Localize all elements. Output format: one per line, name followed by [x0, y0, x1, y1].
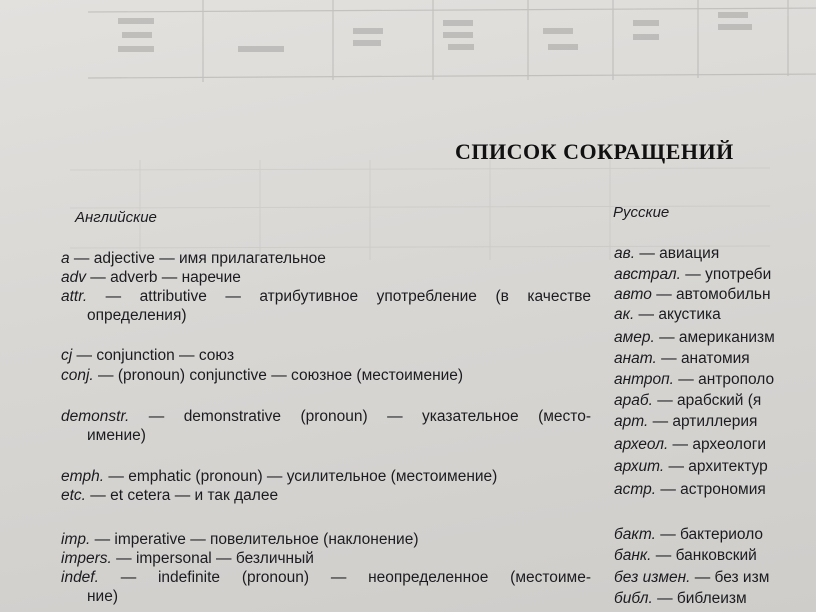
entry-abbr: ав.	[614, 245, 636, 262]
russian-entry	[614, 412, 757, 431]
entry-abbr: emph.	[61, 468, 105, 485]
entry-text: — банковский	[651, 547, 757, 564]
entry-text: — demonstrative (pronoun) — указательное (место-	[129, 408, 591, 425]
page-title: СПИСОК СОКРАЩЕНИЙ	[455, 139, 734, 164]
entry-abbr: авто	[614, 286, 652, 303]
russian-entry	[614, 391, 761, 410]
entry-abbr: demonstr.	[61, 408, 130, 425]
russian-entry	[614, 265, 771, 284]
entry-text: — imperative — повелительное (наклонение)	[90, 531, 419, 548]
entry-abbr: imp.	[61, 531, 91, 548]
entry-text: — арабский (я	[652, 392, 762, 409]
entry-abbr: анат.	[614, 350, 657, 367]
russian-entry	[614, 328, 775, 347]
entry-text: — et cetera — и так далее	[85, 487, 279, 504]
english-entry	[61, 467, 591, 486]
entry-continuation: имение)	[87, 427, 146, 444]
entry-abbr: банк.	[614, 547, 652, 564]
entry-abbr: adv	[61, 269, 86, 286]
entry-abbr: антроп.	[614, 371, 674, 388]
entry-text: — антрополо	[673, 371, 775, 388]
entry-text: — без изм	[690, 569, 770, 586]
entry-text: — анатомия	[656, 350, 750, 367]
entry-text: — архитектур	[664, 458, 768, 475]
russian-entry	[614, 285, 771, 304]
english-entry	[61, 407, 591, 445]
entry-text: — adverb — наречие	[86, 269, 241, 286]
entry-text: — (pronoun) conjunctive — союзное (местоимение)	[93, 367, 464, 384]
entry-abbr: conj.	[61, 367, 94, 384]
english-column-heading: Английские	[75, 209, 157, 226]
entry-abbr: cj	[61, 347, 73, 364]
entry-text: — adjective — имя прилагательное	[69, 250, 326, 267]
entry-text: — американизм	[654, 329, 775, 346]
english-entry	[61, 346, 591, 365]
entry-text: — conjunction — союз	[72, 347, 235, 364]
entry-text: — emphatic (pronoun) — усилительное (местоимение)	[104, 468, 498, 485]
russian-entry	[614, 546, 757, 565]
entry-text: — библеизм	[652, 590, 747, 607]
entry-text: — употреби	[680, 266, 772, 283]
entry-abbr: a	[61, 250, 70, 267]
entry-continuation: определения)	[87, 307, 187, 324]
russian-entry	[614, 370, 774, 389]
english-entry	[61, 268, 591, 287]
entry-continuation: ние)	[87, 588, 118, 605]
english-entry	[61, 287, 591, 325]
entry-text: — автомобильн	[651, 286, 771, 303]
entry-abbr: астр.	[614, 481, 657, 498]
entry-text: — impersonal — безличный	[111, 550, 314, 567]
entry-abbr: без измен.	[614, 569, 691, 586]
russian-entry	[614, 589, 747, 608]
russian-entry	[614, 568, 769, 587]
entry-text: — артиллерия	[648, 413, 758, 430]
russian-column-heading: Русские	[613, 204, 670, 221]
entry-abbr: арт.	[614, 413, 649, 430]
russian-entry	[614, 480, 766, 499]
entry-abbr: etc.	[61, 487, 86, 504]
entry-text: — археологи	[668, 436, 767, 453]
russian-entry	[614, 457, 768, 476]
entry-abbr: австрал.	[614, 266, 681, 283]
entry-abbr: амер.	[614, 329, 655, 346]
entry-abbr: архит.	[614, 458, 665, 475]
entry-abbr: араб.	[614, 392, 653, 409]
entry-abbr: indef.	[61, 569, 99, 586]
russian-entry	[614, 244, 719, 263]
english-entry	[61, 486, 591, 505]
russian-entry	[614, 525, 763, 544]
entry-text: — бактериоло	[655, 526, 764, 543]
english-entry	[61, 568, 591, 606]
english-entry	[61, 366, 591, 385]
entry-abbr: attr.	[61, 288, 88, 305]
entry-abbr: бакт.	[614, 526, 656, 543]
entry-abbr: ак.	[614, 306, 635, 323]
russian-entry	[614, 349, 750, 368]
english-entry	[61, 249, 591, 268]
russian-entry	[614, 305, 721, 324]
english-entry	[61, 530, 591, 549]
russian-entry	[614, 435, 766, 454]
entry-text: — астрономия	[656, 481, 766, 498]
entry-abbr: библ.	[614, 590, 653, 607]
entry-text: — авиация	[635, 245, 720, 262]
entry-text: — акустика	[634, 306, 721, 323]
entry-text: — attributive — атрибутивное употребление (в качестве	[87, 288, 591, 305]
entry-abbr: археол.	[614, 436, 669, 453]
english-entry	[61, 549, 591, 568]
entry-text: — indefinite (pronoun) — неопределенное (местоиме-	[98, 569, 591, 586]
bleed-through-table	[88, 0, 816, 100]
entry-abbr: impers.	[61, 550, 112, 567]
